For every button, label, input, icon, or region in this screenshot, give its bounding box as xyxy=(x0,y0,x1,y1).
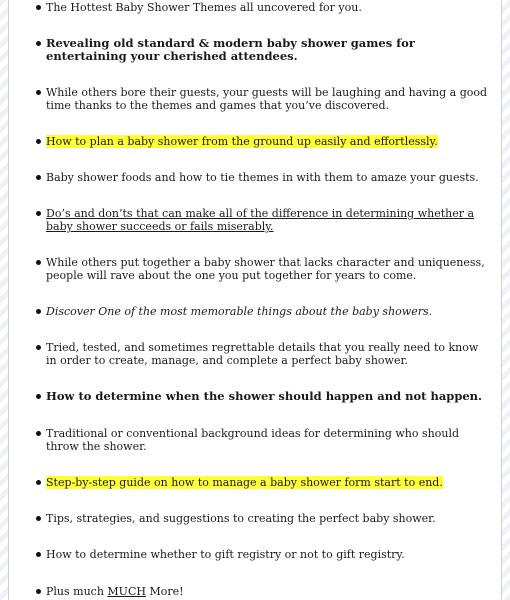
content-panel xyxy=(8,0,502,600)
list-item-text: Revealing old standard & modern baby shower games for entertaining your cherished attendees. xyxy=(46,36,415,63)
bullet-icon xyxy=(36,260,41,265)
list-item-text xyxy=(46,476,491,489)
bullet-icon xyxy=(36,345,41,350)
list-item-text-suffix: More! xyxy=(145,585,184,598)
bullet-icon xyxy=(36,139,41,144)
bullet-icon xyxy=(36,394,41,399)
list-item-text: How to determine whether to gift registry or not to gift registry. xyxy=(46,548,405,561)
list-item-text: Tried, tested, and sometimes regrettable details that you really need to know in order to create, manage, and complete a perfect baby shower. xyxy=(46,341,479,367)
list-item-text: Tips, strategies, and suggestions to creating the perfect baby shower. xyxy=(46,512,436,525)
bullet-icon xyxy=(36,480,41,485)
bullet-icon xyxy=(36,552,41,557)
highlighted-text: Step-by-step guide on how to manage a baby shower form start to end. xyxy=(46,476,443,489)
list-item-text: While others bore their guests, your guests will be laughing and having a good time thanks to the themes and games that you’ve discovered. xyxy=(46,86,488,112)
list-item-text: Do’s and don’ts that can make all of the difference in determining whether a baby shower succeeds or fails miserably. xyxy=(46,207,475,233)
list-item-text-emphasis: MUCH xyxy=(107,585,146,598)
list-item-text: Baby shower foods and how to tie themes in with them to amaze your guests. xyxy=(46,171,479,184)
list-item-text: Traditional or conventional background ideas for determining who should throw the shower. xyxy=(46,427,460,453)
bullet-icon xyxy=(36,211,41,216)
list-item-text xyxy=(46,135,491,148)
highlighted-text: How to plan a baby shower from the ground up easily and effortlessly. xyxy=(46,135,438,148)
bullet-icon xyxy=(36,5,41,10)
bullet-icon xyxy=(36,90,41,95)
list-item-text: How to determine when the shower should happen and not happen. xyxy=(46,389,483,403)
bullet-icon xyxy=(36,41,41,46)
bullet-icon xyxy=(36,175,41,180)
list-item-text xyxy=(46,585,491,598)
bullet-icon xyxy=(36,309,41,314)
list-item-text-prefix: Plus much xyxy=(46,585,108,598)
list-item-text: Discover One of the most memorable things about the baby showers. xyxy=(46,305,433,318)
bullet-icon xyxy=(36,516,41,521)
list-item-text: The Hottest Baby Shower Themes all uncovered for you. xyxy=(46,1,362,14)
list-item-text: While others put together a baby shower that lacks character and uniqueness, people will rave about the one you put together for years to come. xyxy=(46,256,485,282)
bullet-icon xyxy=(36,589,41,594)
bullet-icon xyxy=(36,431,41,436)
